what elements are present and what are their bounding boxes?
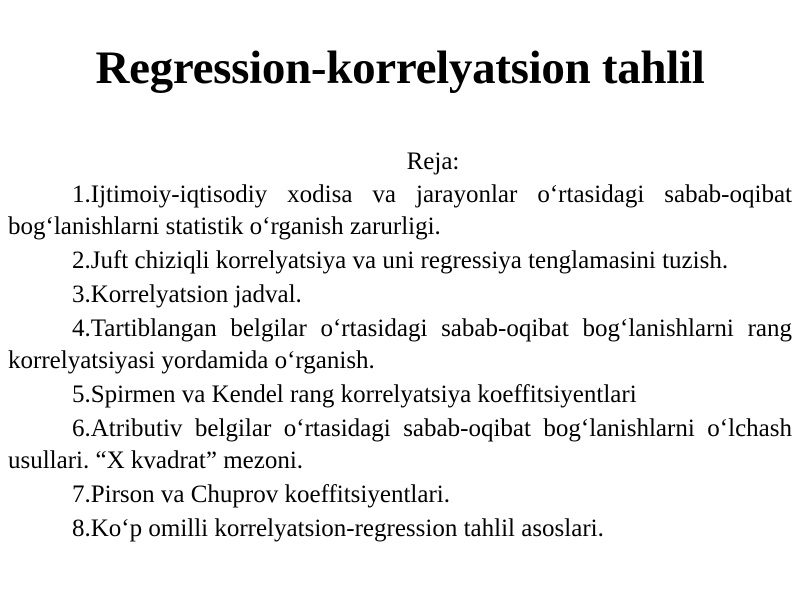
plan-item: 7.Pirson va Chuprov koeffitsiyentlari. bbox=[72, 481, 450, 508]
slide-title: Regression-korrelyatsion tahlil bbox=[95, 42, 705, 94]
plan-item: 3.Korrelyatsion jadval. bbox=[72, 281, 302, 308]
plan-item: 6.Atributiv belgilar o‘rtasidagi sabab-oqibat bog‘lanishlarni o‘lchash usullari. “X kvadrat” mezoni. bbox=[8, 415, 792, 474]
plan-item: 5.Spirmen va Kendel rang korrelyatsiya koeffitsiyentlari bbox=[72, 381, 637, 408]
plan-item: 4.Tartiblangan belgilar o‘rtasidagi sabab-oqibat bog‘lanishlarni rang korrelyatsiyasi yordamida o‘rganish. bbox=[8, 315, 792, 374]
plan-item: 2.Juft chiziqli korrelyatsiya va uni regressiya tenglamasini tuzish. bbox=[72, 247, 729, 274]
plan-item: 8.Ko‘p omilli korrelyatsion-regression tahlil asoslari. bbox=[72, 515, 604, 542]
plan-list bbox=[8, 179, 792, 547]
plan-heading: Reja: bbox=[406, 148, 460, 175]
plan-item: 1.Ijtimoiy-iqtisodiy xodisa va jarayonlar o‘rtasidagi sabab-oqibat bog‘lanishlarni statistik o‘rganish zarurligi. bbox=[8, 181, 792, 240]
